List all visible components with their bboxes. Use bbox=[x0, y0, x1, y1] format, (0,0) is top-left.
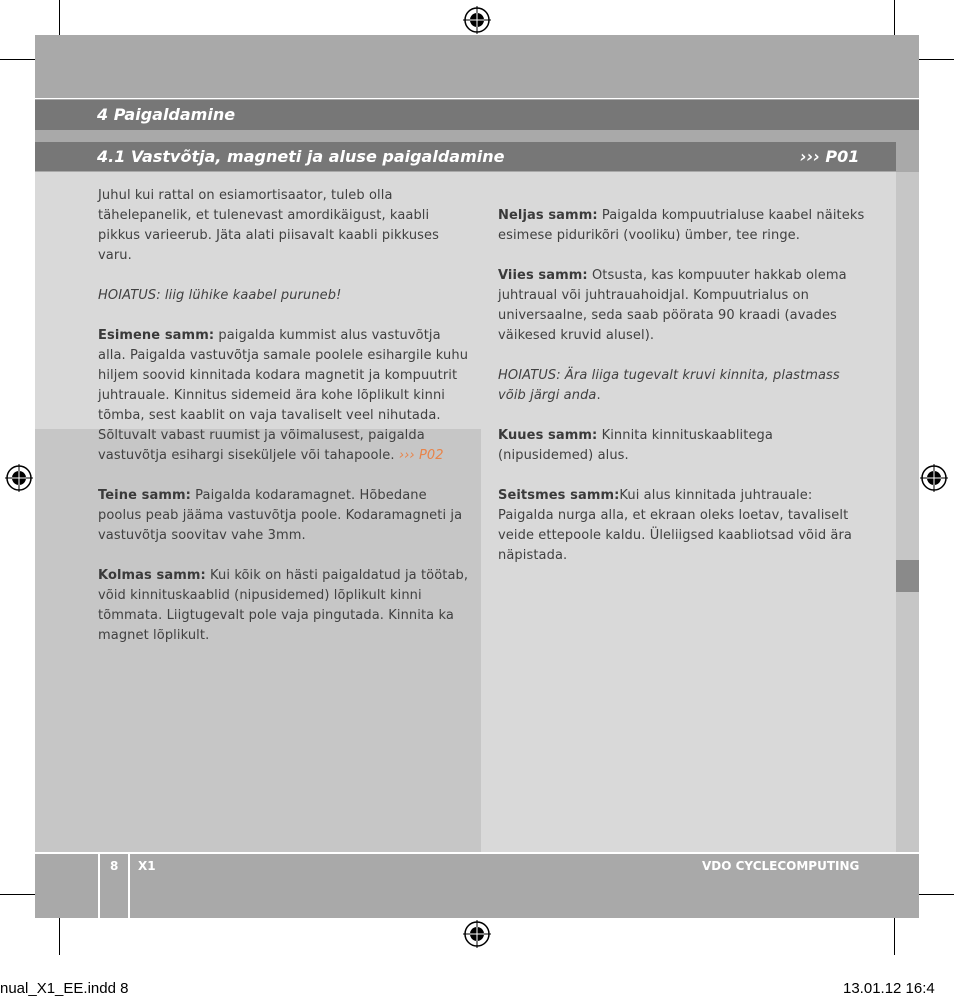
right-column bbox=[498, 206, 870, 586]
step-5-label: Viies samm: bbox=[498, 268, 588, 283]
footer-model: X1 bbox=[138, 859, 156, 873]
side-strip bbox=[896, 172, 919, 852]
step-1-text: paigalda kummist alus vastuvõtja alla. Paigalda vastuvõtja samale poolele esihargile kuhu hiljem soovid kinnitada kodara magnetit ja kompuutrit juhtrauale. Kinnitus sidemeid ära kohe lõplikult kinni tõmba, sest kaablit on vaja tavaliselt veel nihutada. Sõltuvalt vabast ruumist ja võimalusest, paigalda vastuvõtja esihargi siseküljele või tahapoole. bbox=[98, 328, 469, 463]
step-2-label: Teine samm: bbox=[98, 488, 191, 503]
slug-date: 13.01.12 16:4 bbox=[843, 980, 935, 997]
step-4-text: Paigalda kompuutrialuse kaabel näiteks esimese pidurikõri (vooliku) ümber, tee ringe. bbox=[498, 208, 865, 243]
section-figure-ref: ››› P01 bbox=[800, 147, 860, 166]
step-6-text: Kinnita kinnituskaablitega (nipusidemed) alus. bbox=[498, 428, 773, 463]
step-3-text: Kui kõik on hästi paigaldatud ja töötab, võid kinnituskaablid (nipusidemed) lõplikult kinni tõmmata. Liigtugevalt pole vaja pingutada. Kinnita ka magnet lõplikult. bbox=[98, 568, 469, 643]
registration-mark-bottom-icon bbox=[463, 920, 491, 948]
intro-paragraph: Juhul kui rattal on esiamortisaator, tuleb olla tähelepanelik, et tulenevast amordikäigust, kaabli pikkus varieerub. Jäta alati piisavalt kaabli pikkuses varu. bbox=[98, 188, 440, 263]
footer-brand: VDO CYCLECOMPUTING bbox=[702, 859, 860, 873]
step-7-paragraph bbox=[498, 486, 870, 566]
chapter-header-bar bbox=[35, 100, 919, 130]
registration-mark-right-icon bbox=[920, 464, 948, 492]
step-2-paragraph bbox=[98, 486, 470, 546]
step-3-paragraph bbox=[98, 566, 470, 646]
step-7-label: Seitsmes samm: bbox=[498, 488, 620, 503]
footer-divider-2 bbox=[128, 854, 130, 918]
crop-mark-bl-v bbox=[59, 912, 60, 955]
step-7-text: Kui alus kinnitada juhtrauale: Paigalda nurga alla, et ekraan oleks loetav, tavaliselt veide ettepoole kaldu. Üleliigsed kaabliotsad võid ära näpistada. bbox=[498, 488, 852, 563]
chapter-title: 4 Paigaldamine bbox=[97, 105, 236, 124]
chapter-thumb-tab bbox=[896, 560, 919, 592]
registration-mark-left-icon bbox=[5, 464, 33, 492]
page-number: 8 bbox=[110, 859, 119, 873]
chapter-top-rule bbox=[35, 98, 919, 99]
footer-top-rule bbox=[35, 852, 919, 854]
step-6-paragraph bbox=[498, 426, 870, 466]
warning-screw-paragraph bbox=[498, 366, 870, 406]
step-1-figure-ref: ››› P02 bbox=[398, 448, 444, 463]
step-4-label: Neljas samm: bbox=[498, 208, 598, 223]
warning-screw-end: . bbox=[596, 388, 601, 403]
left-column bbox=[98, 186, 470, 666]
crop-mark-br-v bbox=[894, 912, 895, 955]
slug-file: nual_X1_EE.indd 8 bbox=[0, 980, 129, 997]
section-header-bar bbox=[35, 142, 896, 171]
step-1-label: Esimene samm: bbox=[98, 328, 215, 343]
warning-screw: HOIATUS: Ära liiga tugevalt kruvi kinnita, plastmass võib järgi anda bbox=[498, 368, 840, 403]
section-title: 4.1 Vastvõtja, magneti ja aluse paigaldamine bbox=[97, 147, 505, 166]
step-3-label: Kolmas samm: bbox=[98, 568, 206, 583]
registration-mark-top-icon bbox=[463, 6, 491, 34]
step-6-label: Kuues samm: bbox=[498, 428, 598, 443]
footer-divider-1 bbox=[98, 854, 100, 918]
step-4-paragraph bbox=[498, 206, 870, 246]
step-5-paragraph bbox=[498, 266, 870, 346]
step-1-paragraph bbox=[98, 326, 470, 466]
warning-cable: HOIATUS: liig lühike kaabel puruneb! bbox=[98, 288, 342, 303]
step-5-text: Otsusta, kas kompuuter hakkab olema juhtraual või juhtrauahoidjal. Kompuutrialus on universaalne, seda saab pöörata 90 kraadi (avades väikesed kruvid alusel). bbox=[498, 268, 847, 343]
step-2-text: Paigalda kodaramagnet. Hõbedane poolus peab jääma vastuvõtja poole. Kodaramagneti ja vastuvõtja soovitav vahe 3mm. bbox=[98, 488, 463, 543]
